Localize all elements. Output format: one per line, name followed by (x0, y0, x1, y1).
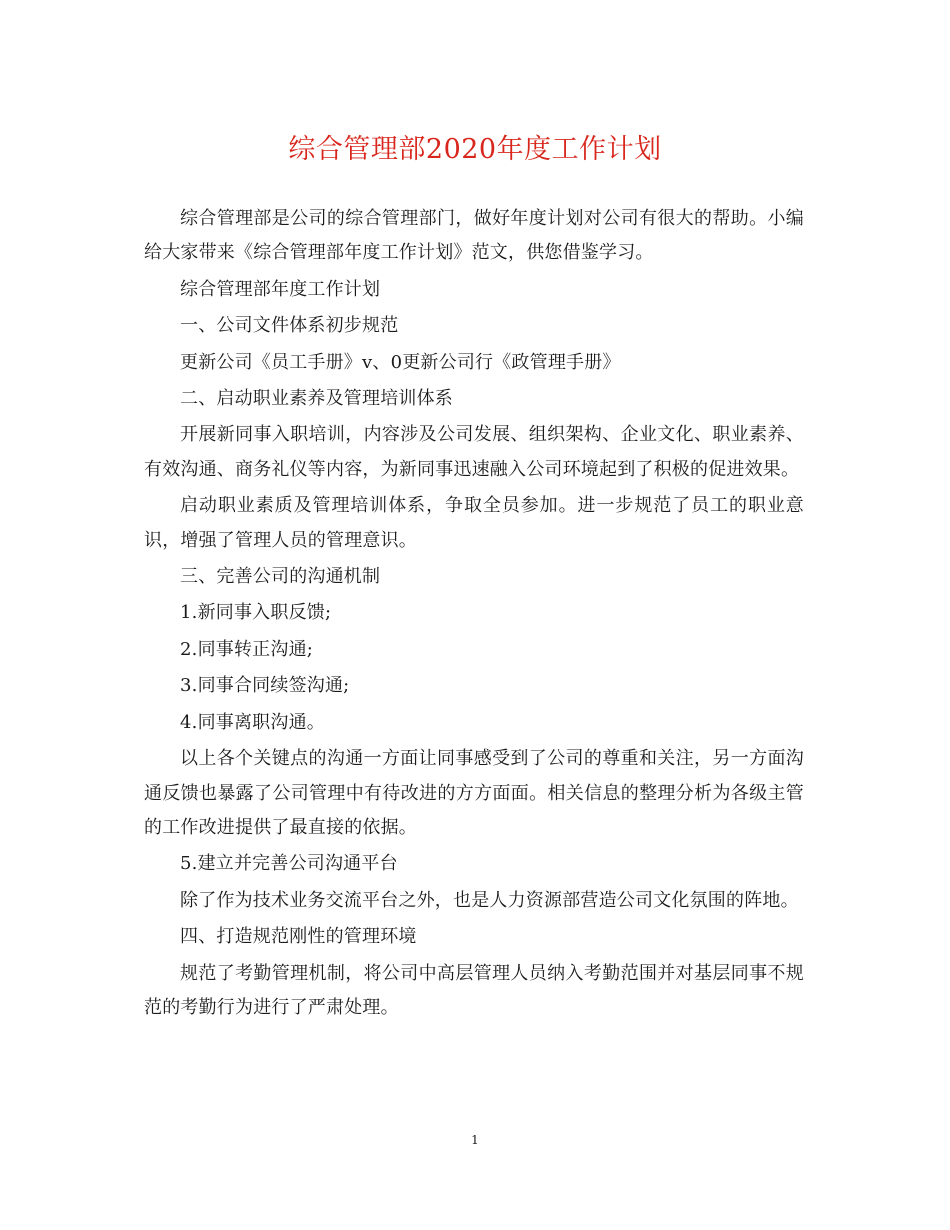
list-item: 3.同事合同续签沟通; (180, 675, 350, 697)
paragraph: 更新公司《员工手册》v、0更新公司行《政管理手册》 (180, 351, 621, 373)
paragraph: 以上各个关键点的沟通一方面让同事感受到了公司的尊重和关注，另一方面沟通反馈也暴露了公司管理中有待改进的方方面面。相关信息的整理分析为各级主管的工作改进提供了最直接的依据。 (144, 748, 804, 838)
document-title: 综合管理部2020年度工作计划 (288, 134, 662, 165)
list-item: 2.同事转正沟通; (180, 638, 314, 660)
section-heading-4: 四、打造规范刚性的管理环境 (180, 926, 417, 948)
paragraph: 除了作为技术业务交流平台之外，也是人力资源部营造公司文化氛围的阵地。 (180, 889, 799, 911)
list-item: 4.同事离职沟通。 (180, 711, 325, 733)
paragraph-intro: 综合管理部是公司的综合管理部门，做好年度计划对公司有很大的帮助。小编给大家带来《综合管理部年度工作计划》范文，供您借鉴学习。 (144, 208, 804, 264)
section-heading-2: 二、启动职业素养及管理培训体系 (180, 388, 453, 410)
paragraph: 启动职业素质及管理培训体系，争取全员参加。进一步规范了员工的职业意识，增强了管理人员的管理意识。 (144, 495, 804, 551)
paragraph-plan-heading: 综合管理部年度工作计划 (180, 278, 381, 300)
list-item: 1.新同事入职反馈; (180, 602, 332, 624)
document-body (144, 202, 804, 1027)
list-item: 5.建立并完善公司沟通平台 (180, 853, 398, 875)
paragraph: 规范了考勤管理机制，将公司中高层管理人员纳入考勤范围并对基层同事不规范的考勤行为进行了严肃处理。 (144, 962, 804, 1018)
page-number: 1 (471, 1133, 479, 1147)
section-heading-1: 一、公司文件体系初步规范 (180, 315, 399, 337)
paragraph: 开展新同事入职培训，内容涉及公司发展、组织架构、企业文化、职业素养、有效沟通、商务礼仪等内容，为新同事迅速融入公司环境起到了积极的促进效果。 (144, 424, 804, 480)
section-heading-3: 三、完善公司的沟通机制 (180, 566, 381, 588)
